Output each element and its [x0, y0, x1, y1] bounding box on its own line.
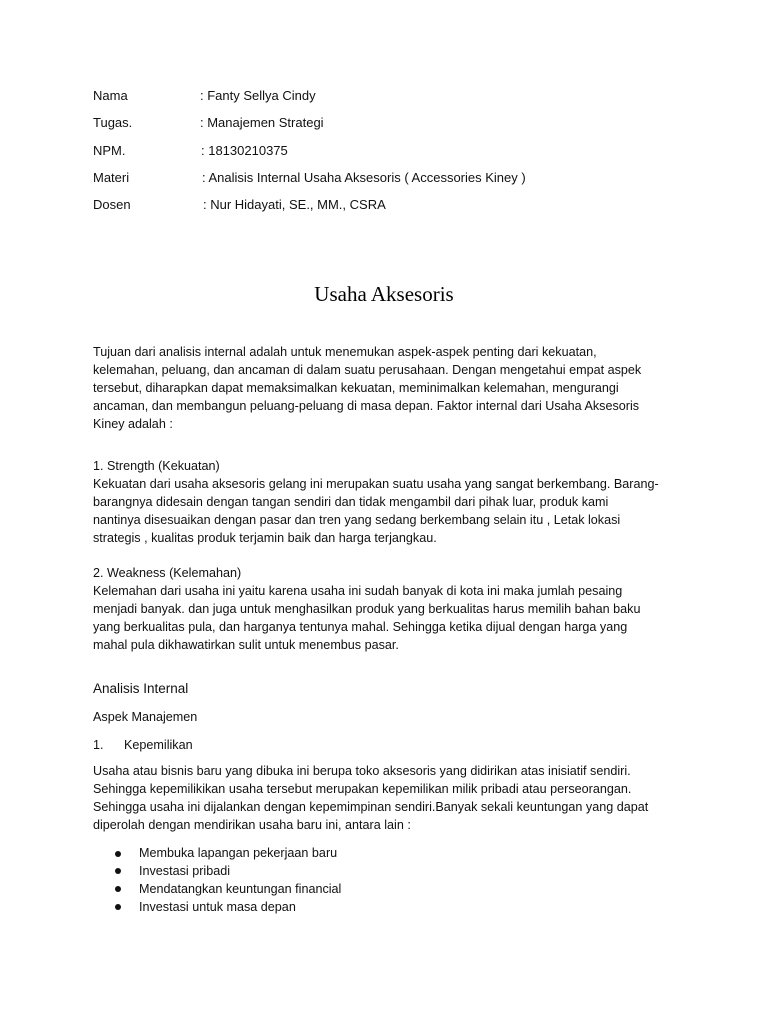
- header-label: NPM.: [93, 142, 126, 158]
- list-item: [113, 881, 341, 899]
- intro-paragraph: [93, 344, 668, 434]
- header-label: Nama: [93, 88, 128, 103]
- analysis-heading: Analisis Internal: [93, 681, 189, 696]
- list-item: [113, 845, 341, 863]
- strength-heading: 1. Strength (Kekuatan): [93, 459, 220, 473]
- list-item-text: Investasi pribadi: [139, 863, 231, 878]
- weakness-heading: 2. Weakness (Kelemahan): [93, 566, 242, 580]
- weakness-section: [93, 565, 668, 655]
- bullet-icon: [115, 886, 121, 892]
- list-item: [113, 863, 341, 881]
- item-number: 1.: [93, 738, 104, 752]
- item-label: Kepemilikan: [124, 738, 193, 752]
- document-header: [93, 87, 713, 223]
- header-value: : Analisis Internal Usaha Aksesoris ( Accessories Kiney ): [202, 169, 526, 185]
- strength-text: Kekuatan dari usaha aksesoris gelang ini merupakan suatu usaha yang sangat berkembang. Barang- barangnya didesain dengan tangan sendiri dan tidak mengambil dari pihak luar, produk kami nantinya disesuaikan dengan pasar dan tren yang sedang berkembang selain itu , Letak lokasi strategis , kualitas produk terjamin baik dan harga terjangkau.: [93, 476, 659, 545]
- ownership-text: Usaha atau bisnis baru yang dibuka ini berupa toko aksesoris yang didirikan atas inisiatif sendiri. Sehingga kepemilikikan usaha tersebut merupakan kepemilikan milik pribadi atau perseorangan. Sehingga usaha ini dijalankan dengan kepemimpinan sendiri.Banyak sekali keuntungan yang dapat diperolah dengan mendirikan usaha baru ini, antara lain :: [93, 764, 649, 832]
- header-row-materi: [93, 169, 713, 196]
- header-row-tugas: [93, 114, 713, 141]
- header-row-dosen: [93, 196, 713, 223]
- header-row-npm: [93, 142, 713, 169]
- bullet-icon: [115, 868, 121, 874]
- analysis-subheading: Aspek Manajemen: [93, 710, 198, 724]
- ownership-paragraph: [93, 763, 668, 835]
- bullet-icon: [115, 904, 121, 910]
- numbered-item-kepemilikan: [93, 736, 193, 754]
- header-value: : Nur Hidayati, SE., MM., CSRA: [203, 197, 386, 213]
- page-title: Usaha Aksesoris: [314, 282, 454, 306]
- header-value: : Manajemen Strategi: [200, 115, 324, 131]
- weakness-text: Kelemahan dari usaha ini yaitu karena usaha ini sudah banyak di kota ini maka jumlah pesaing menjadi banyak. dan juga untuk menghasilkan produk yang berkualitas harus memilih bahan baku yang berkualitas pula, dan harganya tentunya mahal. Sehingga ketika dijual dengan harga yang mahal pula dikhawatirkan sulit untuk menembus pasar.: [93, 583, 641, 652]
- list-item-text: Mendatangkan keuntungan financial: [139, 881, 342, 896]
- header-label: Tugas.: [93, 115, 133, 131]
- list-item-text: Investasi untuk masa depan: [139, 899, 296, 914]
- list-item-text: Membuka lapangan pekerjaan baru: [139, 846, 338, 860]
- header-value: : 18130210375: [201, 142, 288, 158]
- header-row-nama: [93, 87, 713, 114]
- intro-text: Tujuan dari analisis internal adalah untuk menemukan aspek-aspek penting dari kekuatan, kelemahan, peluang, dan ancaman di dalam suatu perusahaan. Dengan mengetahui empat aspek tersebut, diharapkan dapat memaksimalkan kekuatan, meminimalkan kelemahan, mengurangi ancaman, dan membangun peluang-peluang di masa depan. Faktor internal dari Usaha Aksesoris Kiney adalah :: [93, 345, 642, 431]
- header-label: Dosen: [93, 197, 131, 213]
- benefits-list: [113, 845, 341, 917]
- header-label: Materi: [93, 169, 130, 185]
- header-value: : Fanty Sellya Cindy: [200, 88, 316, 103]
- bullet-icon: [115, 851, 121, 857]
- strength-section: [93, 458, 668, 548]
- list-item: [113, 899, 341, 917]
